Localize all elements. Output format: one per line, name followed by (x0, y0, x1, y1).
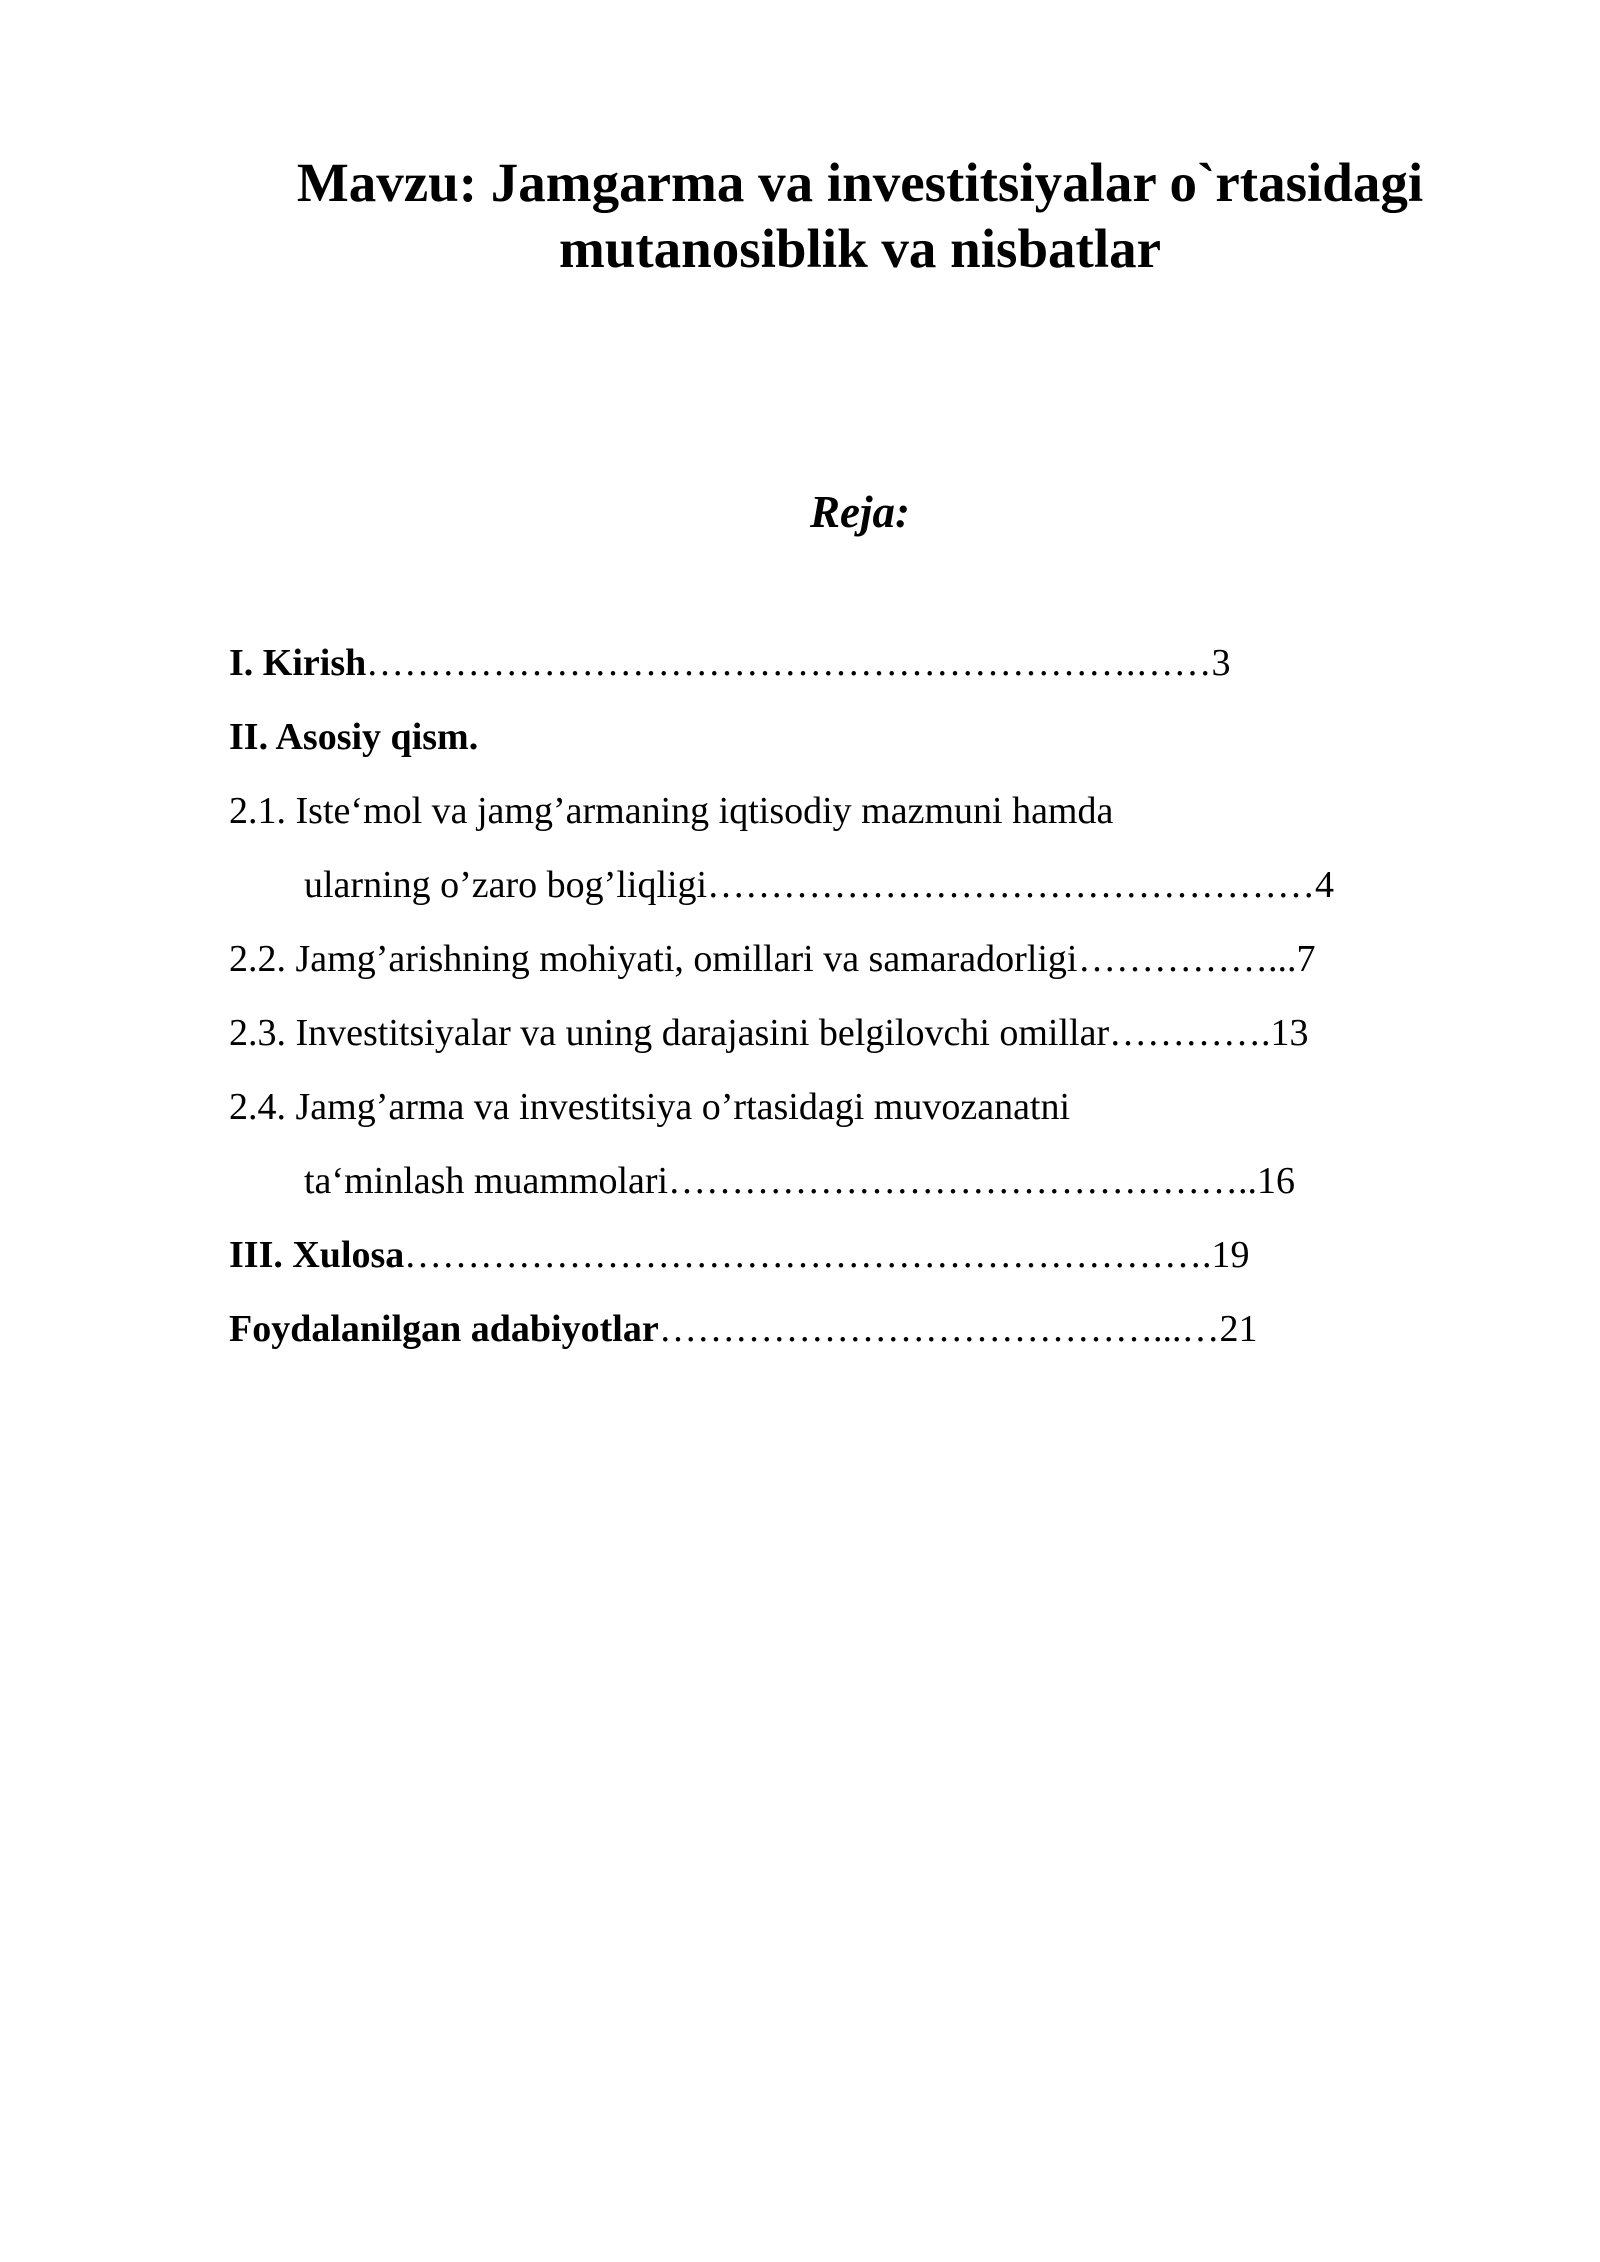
toc-line (229, 626, 1489, 700)
toc-item-text: Foydalanilgan adabiyotlar (229, 1308, 659, 1350)
toc-item-dots: ……………...7 (1078, 938, 1316, 980)
table-of-contents (229, 626, 1489, 1366)
toc-item-text: ta‘minlash muammolari (304, 1160, 669, 1202)
toc-line (229, 922, 1489, 996)
title-line-1: Mavzu: Jamgarma va investitsiyalar o`rtasidagi (296, 152, 1424, 213)
toc-item-dots: …………………………………...…21 (659, 1308, 1258, 1350)
toc-line (229, 700, 1489, 774)
toc-line (229, 1144, 1489, 1218)
toc-item-dots: ………….13 (1109, 1012, 1309, 1054)
toc-line (229, 774, 1489, 848)
plan-heading: Reja: (810, 487, 910, 537)
toc-item-text: III. Xulosa (229, 1234, 405, 1276)
toc-item-text: II. Asosiy qism. (229, 716, 479, 758)
document-title (160, 150, 1560, 282)
toc-item-text: 2.1. Iste‘mol va jamg’armaning iqtisodiy mazmuni hamda (229, 790, 1114, 832)
toc-line (229, 848, 1489, 922)
toc-item-text: 2.3. Investitsiyalar va uning darajasini belgilovchi omillar (229, 1012, 1110, 1054)
toc-item-text: 2.2. Jamg’arishning mohiyati, omillari va samaradorligi (229, 938, 1078, 980)
toc-item-dots: ………………………………………..16 (668, 1160, 1295, 1202)
toc-item-text: 2.4. Jamg’arma va investitsiya o’rtasidagi muvozanatni (229, 1086, 1071, 1128)
toc-item-dots: …………………………………………4 (707, 864, 1334, 906)
toc-item-dots: ……………………………………………………….19 (404, 1234, 1250, 1276)
toc-line (229, 996, 1489, 1070)
toc-line (229, 1292, 1489, 1366)
toc-line (229, 1218, 1489, 1292)
toc-item-dots: …………………………………………………….……3 (366, 642, 1231, 684)
toc-line (229, 1070, 1489, 1144)
title-line-2: mutanosiblik va nisbatlar (558, 218, 1162, 279)
toc-item-text: I. Kirish (229, 642, 367, 684)
toc-item-text: ularning o’zaro bog’liqligi (304, 864, 708, 906)
